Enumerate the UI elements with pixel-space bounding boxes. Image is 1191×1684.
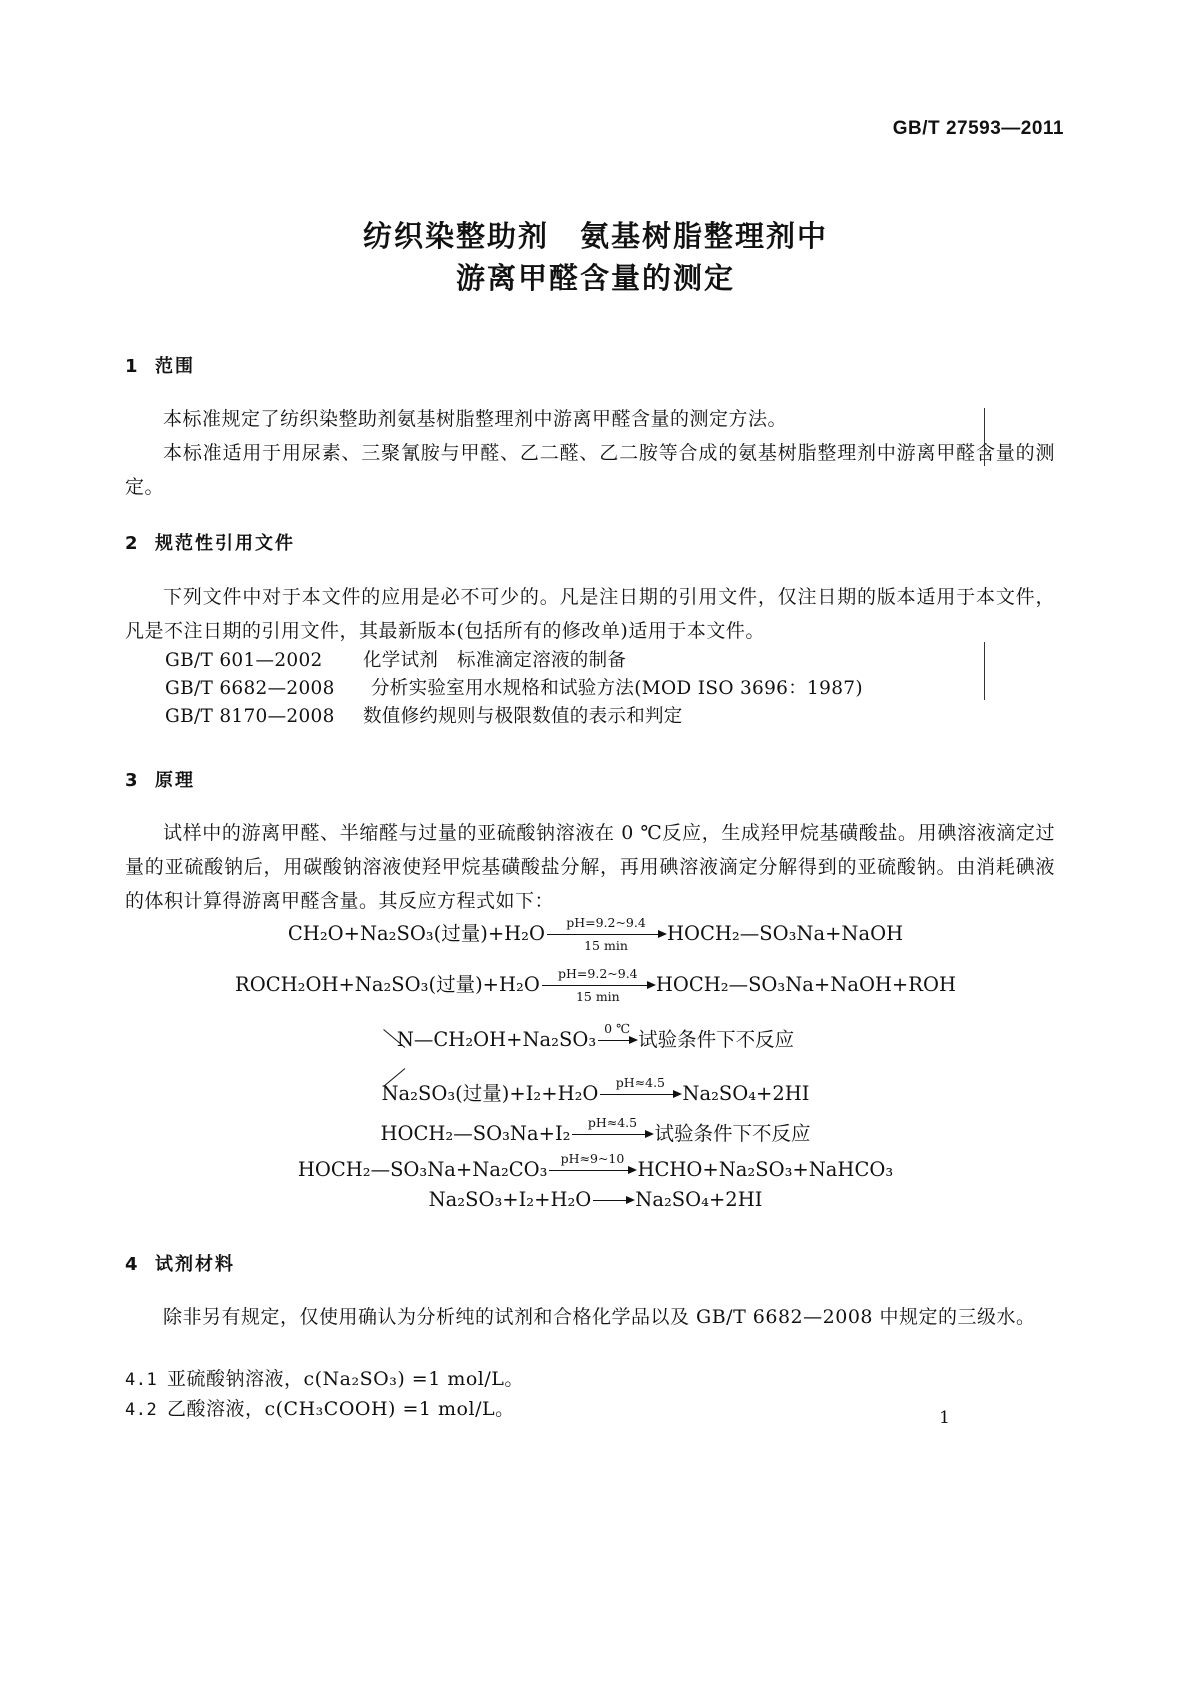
reaction-arrow: pH=9.2~9.4 15 min	[547, 934, 665, 935]
list-item: 4.1 亚硫酸钠溶液，c(Na₂SO₃) =1 mol/L。	[125, 1368, 524, 1390]
section-2-body	[125, 580, 1055, 648]
reaction-arrow: pH≈4.5	[600, 1094, 680, 1095]
reaction-arrow: pH≈9~10	[549, 1170, 635, 1171]
equation-3: N—CH₂OH+Na₂SO₃ 0 ℃ 试验条件下不反应	[0, 1024, 1191, 1052]
list-item: 4.2 乙酸溶液，c(CH₃COOH) =1 mol/L。	[125, 1398, 515, 1420]
section-4-body	[125, 1300, 1055, 1334]
section-3-para-1: 试样中的游离甲醛、半缩醛与过量的亚硫酸钠溶液在 0 ℃反应，生成羟甲烷基磺酸盐。用碘溶液滴定过量的亚硫酸钠后，用碳酸钠溶液使羟甲烷基磺酸盐分解，再用碘溶液滴定分解得到的亚硫酸钠。由消耗碘液的体积计算得游离甲醛含量。其反应方程式如下：	[125, 822, 1055, 912]
reference-item: GB/T 8170—2008 数值修约规则与极限数值的表示和判定	[165, 706, 683, 727]
title-line-1: 纺织染整助剂 氨基树脂整理剂中	[362, 219, 828, 253]
change-bar	[984, 408, 985, 466]
section-4-heading: 4 试剂材料	[125, 1254, 235, 1275]
reaction-arrow	[593, 1200, 633, 1201]
equation-7: Na₂SO₃+I₂+H₂O Na₂SO₄+2HI	[428, 1188, 763, 1211]
section-1-para-2: 本标准适用于用尿素、三聚氰胺与甲醛、乙二醛、乙二胺等合成的氨基树脂整理剂中游离甲醛含量的测定。	[125, 442, 1055, 498]
section-3-heading: 3 原理	[125, 770, 195, 791]
reference-item: GB/T 6682—2008 分析实验室用水规格和试验方法(MOD ISO 3696：1987)	[165, 678, 863, 699]
reaction-arrow: pH=9.2~9.4 15 min	[542, 985, 654, 986]
section-1-heading: 1 范围	[125, 356, 195, 377]
reference-item: GB/T 601—2002 化学试剂 标准滴定溶液的制备	[165, 650, 627, 671]
section-2-para-1: 下列文件中对于本文件的应用是必不可少的。凡是注日期的引用文件，仅注日期的版本适用于本文件，凡是不注日期的引用文件，其最新版本(包括所有的修改单)适用于本文件。	[125, 586, 1055, 642]
section-1-body	[125, 402, 1055, 504]
equation-5: HOCH₂—SO₃Na+I₂ pH≈4.5 试验条件下不反应	[380, 1115, 811, 1145]
change-bar	[984, 642, 985, 700]
equation-6: HOCH₂—SO₃Na+Na₂CO₃ pH≈9~10 HCHO+Na₂SO₃+NaHCO₃	[297, 1151, 894, 1181]
equation-2: ROCH₂OH+Na₂SO₃(过量)+H₂O pH=9.2~9.4 15 min HOCH₂—SO₃Na+NaOH+ROH	[235, 966, 956, 1004]
section-1-para-1: 本标准规定了纺织染整助剂氨基树脂整理剂中游离甲醛含量的测定方法。	[163, 408, 788, 430]
section-4-para-1: 除非另有规定，仅使用确认为分析纯的试剂和合格化学品以及 GB/T 6682—2008 中规定的三级水。	[163, 1306, 1036, 1328]
reaction-arrow: 0 ℃	[598, 1040, 636, 1041]
equation-4: Na₂SO₃(过量)+I₂+H₂O pH≈4.5 Na₂SO₄+2HI	[381, 1075, 810, 1105]
standard-number: GB/T 27593—2011	[892, 118, 1064, 139]
page-number: 1	[939, 1408, 950, 1428]
equation-1: CH₂O+Na₂SO₃(过量)+H₂O pH=9.2~9.4 15 min HOCH₂—SO₃Na+NaOH	[287, 915, 904, 953]
section-3-body	[125, 816, 1055, 918]
title-line-2: 游离甲醛含量的测定	[455, 261, 735, 295]
reaction-arrow: pH≈4.5	[572, 1134, 652, 1135]
section-2-heading: 2 规范性引用文件	[125, 533, 295, 554]
